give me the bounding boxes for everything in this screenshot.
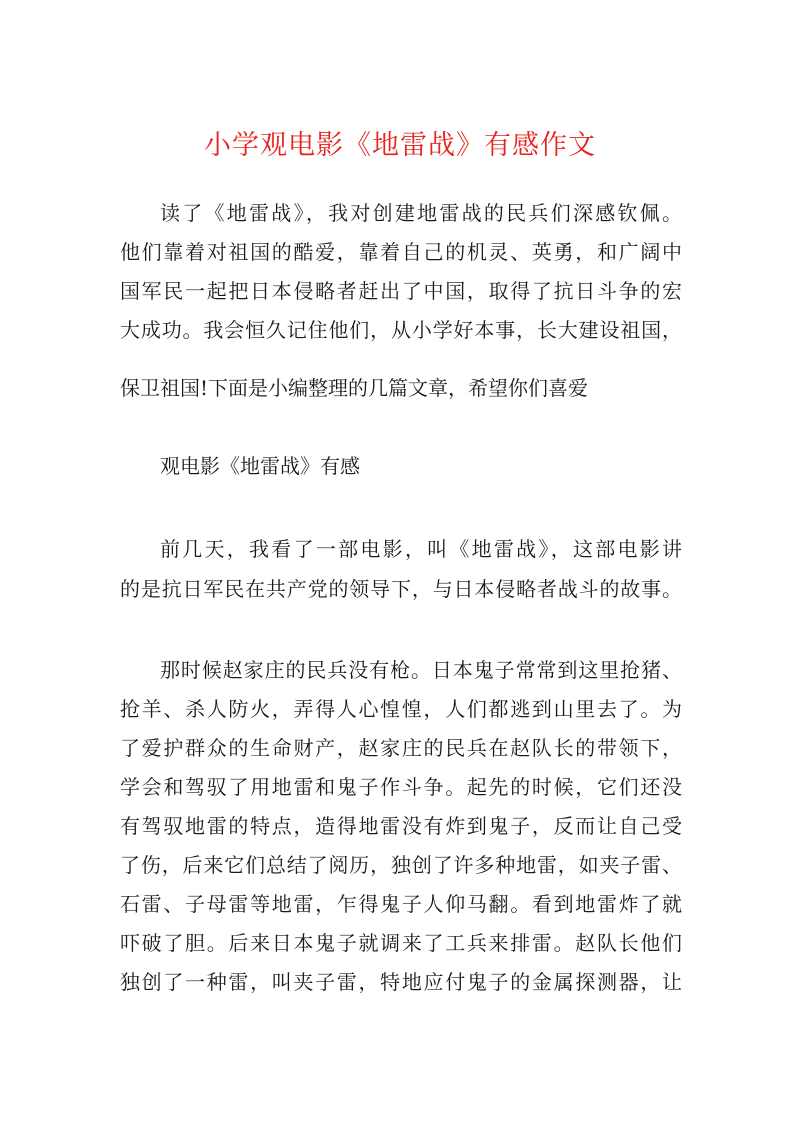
intro-line: 保卫祖国!下面是小编整理的几篇文章，希望你们喜爱 (120, 376, 589, 400)
document-title: 小学观电影《地雷战》有感作文 (204, 130, 596, 161)
paragraph-line: 学会和驾驭了用地雷和鬼子作斗争。起先的时候，它们还没 (120, 775, 682, 799)
intro-line: 大成功。我会恒久记住他们，从小学好本事，长大建设祖国， (120, 318, 682, 342)
paragraph-line: 了爱护群众的生命财产，赵家庄的民兵在赵队长的带领下， (120, 736, 682, 760)
intro-line: 他们靠着对祖国的酷爱，靠着自己的机灵、英勇，和广阔中 (120, 240, 682, 264)
paragraph-line: 了伤，后来它们总结了阅历，独创了许多种地雷，如夹子雷、 (120, 853, 682, 877)
paragraph-line: 的是抗日军民在共产党的领导下，与日本侵略者战斗的故事。 (120, 577, 682, 601)
paragraph-line: 那时候赵家庄的民兵没有枪。日本鬼子常常到这里抢猪、 (160, 658, 682, 682)
section-subtitle: 观电影《地雷战》有感 (160, 454, 360, 478)
intro-line: 国军民一起把日本侵略者赶出了中国，取得了抗日斗争的宏 (120, 279, 682, 303)
paragraph-line: 吓破了胆。后来日本鬼子就调来了工兵来排雷。赵队长他们 (120, 931, 682, 955)
intro-line: 读了《地雷战》，我对创建地雷战的民兵们深感钦佩。 (160, 201, 682, 225)
paragraph-line: 独创了一种雷，叫夹子雷，特地应付鬼子的金属探测器，让 (120, 970, 682, 994)
paragraph-line: 前几天，我看了一部电影，叫《地雷战》，这部电影讲 (160, 537, 682, 561)
paragraph-line: 石雷、子母雷等地雷，乍得鬼子人仰马翻。看到地雷炸了就 (120, 892, 682, 916)
paragraph-line: 有驾驭地雷的特点，造得地雷没有炸到鬼子，反而让自己受 (120, 814, 682, 838)
paragraph-line: 抢羊、杀人防火，弄得人心惶惶，人们都逃到山里去了。为 (120, 697, 682, 721)
